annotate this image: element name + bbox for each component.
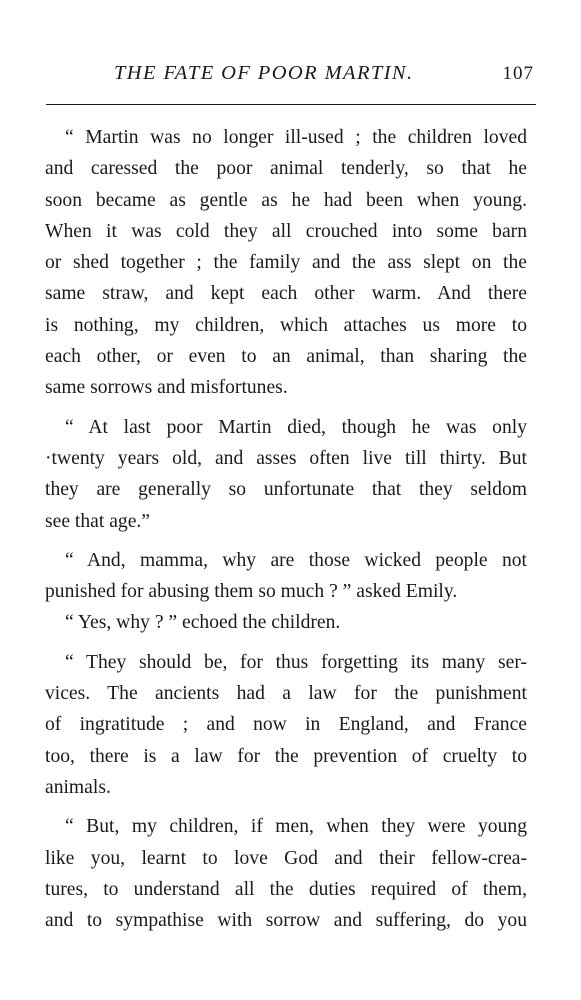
paragraph xyxy=(45,647,527,803)
paragraph xyxy=(45,607,527,638)
header-rule xyxy=(46,104,536,105)
page-number: 107 xyxy=(502,63,534,84)
paragraph xyxy=(45,412,527,537)
text-line: “ But, my children, if men, when they were young xyxy=(65,816,527,838)
text-line: “ They should be, for thus forgetting its many ser- xyxy=(65,651,527,673)
text-line: and caressed the poor animal tenderly, so that he xyxy=(45,158,527,180)
text-line: or shed together ; the family and the ass slept on the xyxy=(45,252,527,274)
paragraph xyxy=(45,122,527,404)
text-line: “ Yes, why ? ” echoed the children. xyxy=(65,612,341,634)
text-line: like you, learnt to love God and their fellow-crea- xyxy=(45,847,527,869)
text-line: is nothing, my children, which attaches us more to xyxy=(45,314,527,336)
text-line: “ And, mamma, why are those wicked people not xyxy=(65,549,527,571)
text-line: punished for abusing them so much ? ” asked Emily. xyxy=(45,581,458,603)
text-line: too, there is a law for the prevention of cruelty to xyxy=(45,745,527,767)
text-line: “ Martin was no longer ill-used ; the children loved xyxy=(65,127,527,148)
text-line: each other, or even to an animal, than sharing the xyxy=(45,346,527,368)
body-text xyxy=(45,122,527,936)
text-line: same straw, and kept each other warm. And there xyxy=(45,283,527,305)
text-line: tures, to understand all the duties required of them, xyxy=(45,878,527,900)
running-title: THE FATE OF POOR MARTIN. xyxy=(114,62,414,84)
text-line: same sorrows and misfortunes. xyxy=(45,377,288,399)
text-line: animals. xyxy=(45,776,111,798)
text-line: “ At last poor Martin died, though he was only xyxy=(65,416,527,438)
paragraph xyxy=(45,545,527,608)
text-line: soon became as gentle as he had been when young. xyxy=(45,189,527,211)
text-line: When it was cold they all crouched into some barn xyxy=(45,220,527,242)
running-head xyxy=(46,60,536,94)
text-line: vices. The ancients had a law for the punishment xyxy=(45,683,527,705)
text-line: they are generally so unfortunate that they seldom xyxy=(45,479,527,501)
text-line: ·twenty years old, and asses often live till thirty. But xyxy=(45,447,527,469)
text-line: and to sympathise with sorrow and suffering, do you xyxy=(45,910,527,932)
text-line: see that age.” xyxy=(45,510,150,532)
paragraph xyxy=(45,811,527,936)
text-line: of ingratitude ; and now in England, and France xyxy=(45,714,527,736)
